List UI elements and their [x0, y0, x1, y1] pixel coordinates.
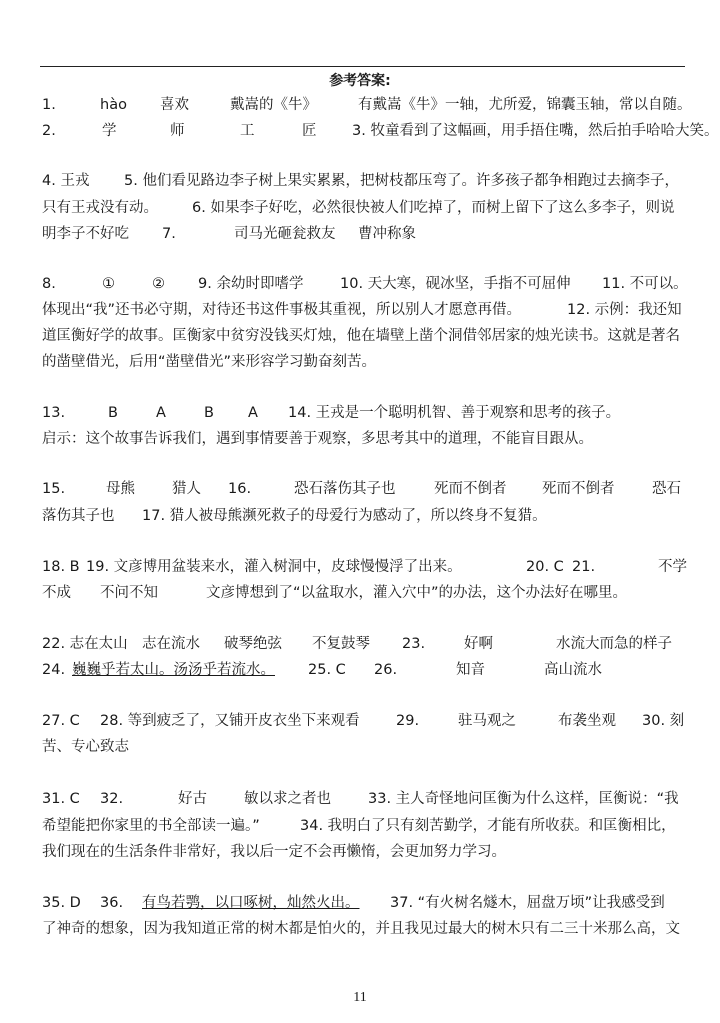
answer-segment: 高山流水: [544, 662, 602, 678]
answer-segment: 4. 王戎: [42, 173, 90, 189]
answer-segment: 31. C: [42, 791, 80, 807]
answer-segment: 25. C: [308, 662, 346, 678]
answer-segment: 不学: [658, 559, 687, 575]
answer-segment: 28. 等到疲乏了，又铺开皮衣坐下来观看: [100, 713, 360, 729]
answer-segment: 死而不倒者: [434, 481, 507, 497]
answer-segment: 24.: [42, 662, 66, 678]
answer-segment: hào: [100, 97, 127, 113]
answer-segment: 落伤其子也: [42, 508, 115, 524]
answer-segment: 喜欢: [160, 97, 189, 113]
answer-segment: 17. 猎人被母熊濒死救子的母爱行为感动了，所以终身不复猎。: [142, 508, 547, 524]
answer-segment: 13.: [42, 405, 66, 421]
answer-segment: 知音: [456, 662, 485, 678]
answer-line: [42, 403, 687, 423]
answer-segment: 14. 王戎是一个聪明机智、善于观察和思考的孩子。: [288, 405, 621, 421]
answer-segment: 恐石落伤其子也: [294, 481, 396, 497]
answer-segment: 志在流水: [142, 636, 200, 652]
answer-segment: 34. 我明白了只有刻苦勤学，才能有所收获。和匡衡相比，: [300, 818, 676, 834]
answer-segment: 好啊: [464, 636, 493, 652]
answer-segment: 1.: [42, 97, 56, 113]
answer-segment: 12. 示例：我还知: [567, 302, 682, 318]
answer-segment: 不复鼓琴: [312, 636, 370, 652]
answer-segment: 22. 志在太山: [42, 636, 128, 652]
answer-line: [42, 95, 692, 115]
answer-line: [42, 893, 687, 913]
answer-segment: 文彦博想到了“以盆取水，灌入穴中”的办法，这个办法好在哪里。: [206, 585, 628, 601]
answer-segment: A: [248, 405, 258, 421]
answer-line: 了神奇的想象，因为我知道正常的树木都是怕火的，并且我见过最大的树木只有二三十米那么高，文: [42, 921, 680, 937]
answer-segment: 5. 他们看见路边李子树上果实累累，把树枝都压弯了。许多孩子都争相跑过去摘李子，: [124, 173, 679, 189]
answer-segment: 好古: [178, 791, 207, 807]
answer-segment: 27. C: [42, 713, 80, 729]
answer-line: [42, 634, 687, 654]
underlined-answer: 有鸟若鹗，以口啄树，灿然火出。: [142, 895, 360, 911]
answer-line: [42, 583, 687, 603]
answer-segment: 敏以求之者也: [244, 791, 331, 807]
answer-segment: 匠: [302, 123, 317, 139]
answer-segment: 有戴嵩《牛》一轴，尤所爱，锦囊玉轴，常以自随。: [358, 97, 692, 113]
answer-line: [42, 789, 687, 809]
answer-segment: 工: [240, 123, 255, 139]
answer-segment: 2.: [42, 123, 56, 139]
answer-segment: 3. 牧童看到了这幅画，用手捂住嘴，然后拍手哈哈大笑。: [352, 123, 719, 139]
answer-segment: 35. D: [42, 895, 81, 911]
answer-segment: 驻马观之: [458, 713, 516, 729]
answer-segment: 9. 余幼时即嗜学: [198, 276, 304, 292]
answer-segment: 15.: [42, 481, 66, 497]
answer-segment: 只有王戎没有动。: [42, 200, 158, 216]
answer-segment: 11. 不可以。: [602, 276, 688, 292]
answer-line: [42, 660, 687, 680]
answer-segment: 恐石: [652, 481, 681, 497]
underlined-answer: 巍巍乎若太山。汤汤乎若流水。: [72, 662, 275, 678]
answer-segment: 布袭坐观: [558, 713, 616, 729]
answer-line: [42, 274, 687, 294]
answer-segment: A: [156, 405, 166, 421]
answer-segment: 戴嵩的《牛》: [230, 97, 317, 113]
answer-line: [42, 198, 687, 218]
answer-line: [42, 224, 687, 244]
answer-line: 的凿壁借光，后用“凿壁借光”来形容学习勤奋刻苦。: [42, 354, 377, 370]
answer-segment: 7.: [162, 226, 176, 242]
answer-line: [42, 479, 687, 499]
answer-line: [42, 506, 687, 526]
answer-segment: 19. 文彦博用盆装来水，灌入树洞中，皮球慢慢浮了出来。: [86, 559, 462, 575]
answer-line: [42, 171, 687, 191]
answer-segment: 16.: [228, 481, 252, 497]
page-heading: 参考答案:: [329, 73, 391, 89]
answer-segment: 死而不倒者: [542, 481, 615, 497]
answer-segment: 33. 主人奇怪地问匡衡为什么这样，匡衡说：“我: [368, 791, 679, 807]
answer-segment: 不问不知: [100, 585, 158, 601]
answer-line: 我们现在的生活条件非常好，我以后一定不会再懒惰，会更加努力学习。: [42, 844, 506, 860]
answer-segment: 曹冲称象: [358, 226, 416, 242]
answer-segment: 学: [102, 123, 117, 139]
answer-line: 启示：这个故事告诉我们，遇到事情要善于观察，多思考其中的道理，不能盲目跟从。: [42, 431, 593, 447]
answer-segment: 6. 如果李子好吃，必然很快被人们吃掉了，而树上留下了这么多李子，则说: [192, 200, 675, 216]
answer-segment: 希望能把你家里的书全部读一遍。”: [42, 818, 260, 834]
answer-segment: ②: [152, 276, 165, 292]
answer-line: [42, 121, 719, 141]
answer-segment: 30. 刻: [642, 713, 685, 729]
answer-segment: 水流大而急的样子: [556, 636, 672, 652]
answer-segment: 体现出“我”还书必守期，对待还书这件事极其重视，所以别人才愿意再借。: [42, 302, 522, 318]
answer-line: 道匡衡好学的故事。匡衡家中贫穷没钱买灯烛，他在墙壁上凿个洞借邻居家的烛光读书。这就是著名: [42, 328, 680, 344]
answer-segment: 司马光砸瓮救友: [234, 226, 336, 242]
answer-segment: 20. C: [526, 559, 564, 575]
answer-segment: 32.: [100, 791, 124, 807]
answer-line: 苦、专心致志: [42, 739, 129, 755]
answer-segment: 29.: [396, 713, 420, 729]
answer-segment: 23.: [402, 636, 426, 652]
answer-segment: 36.: [100, 895, 124, 911]
answer-segment: 21.: [572, 559, 596, 575]
page-number: 11: [353, 990, 367, 1005]
top-rule: [40, 66, 685, 67]
answer-line: [42, 711, 687, 731]
answer-line: [42, 816, 687, 836]
answer-segment: 10. 天大寒，砚冰坚，手指不可屈伸: [340, 276, 571, 292]
answer-segment: 37. “有火树名燧木，屈盘万顷”让我感受到: [390, 895, 665, 911]
answer-segment: 26.: [374, 662, 398, 678]
answer-segment: 18. B: [42, 559, 80, 575]
answer-segment: B: [204, 405, 214, 421]
answer-segment: B: [108, 405, 118, 421]
answer-segment: 不成: [42, 585, 71, 601]
answer-segment: 猎人: [172, 481, 201, 497]
answer-line: [42, 300, 687, 320]
answer-line: [42, 557, 687, 577]
answer-segment: 8.: [42, 276, 56, 292]
answer-segment: 母熊: [106, 481, 135, 497]
answer-segment: ①: [102, 276, 115, 292]
answer-segment: 师: [170, 123, 185, 139]
answer-segment: 破琴绝弦: [224, 636, 282, 652]
answer-segment: 明李子不好吃: [42, 226, 129, 242]
